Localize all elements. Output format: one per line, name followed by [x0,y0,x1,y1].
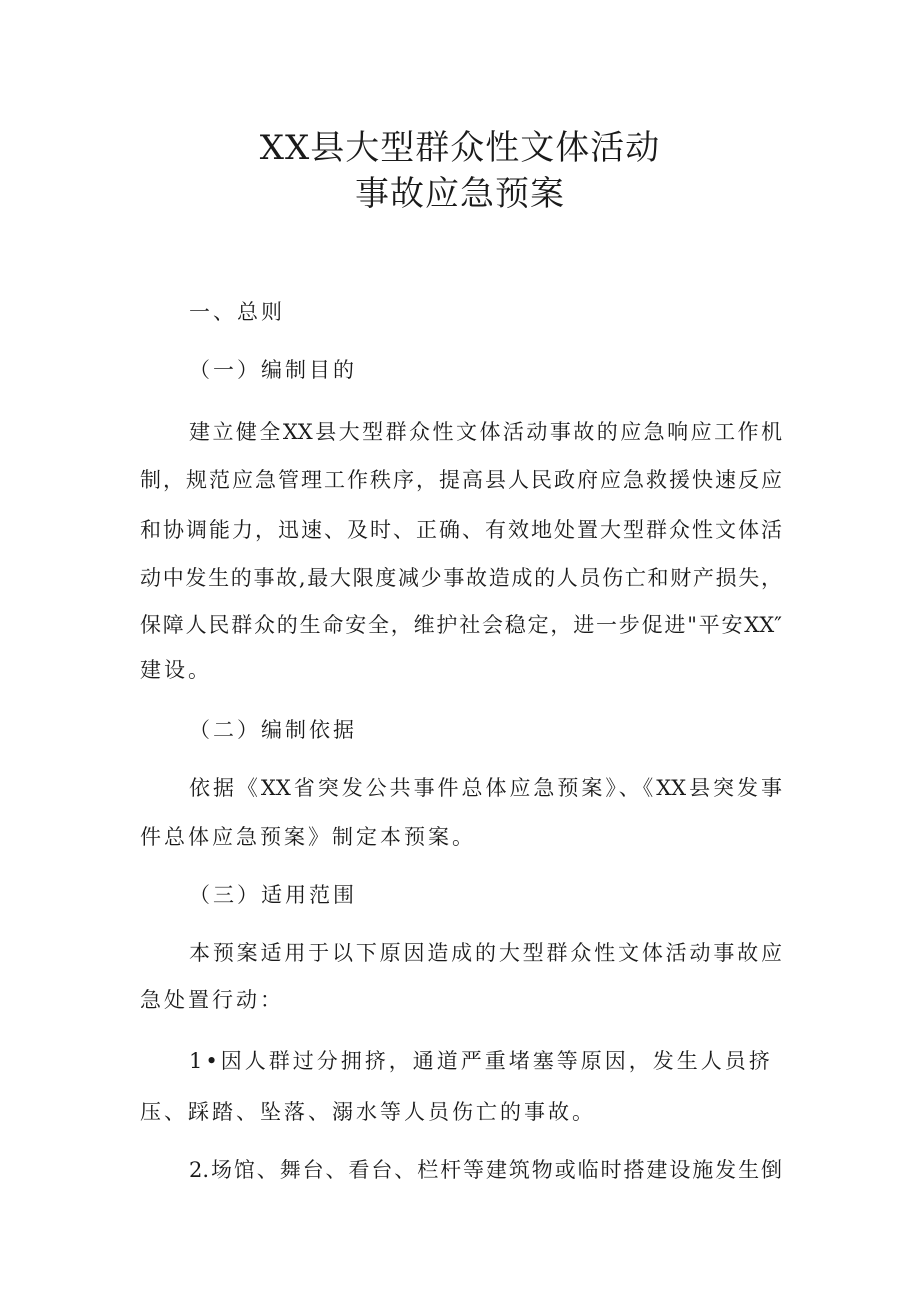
list-item: 2.场馆、舞台、看台、栏杆等建筑物或临时搭建设施发生倒 [189,1158,782,1182]
subsection-heading-scope: （三）适用范围 [189,883,357,907]
paragraph-line: 和协调能力，迅速、及时、正确、有效地处置大型群众性文体活 [140,518,782,542]
paragraph-line: 急处置行动： [140,988,284,1012]
document-title [0,126,920,216]
section-heading-general: 一、总则 [189,300,285,324]
paragraph-line: 依据《XX省突发公共事件总体应急预案》、《XX县突发事 [189,776,782,800]
title-line-1: XX县大型群众性文体活动 [259,128,661,168]
paragraph-line: 建立健全XX县大型群众性文体活动事故的应急响应工作机 [189,420,782,444]
paragraph-line: 制，规范应急管理工作秩序，提高县人民政府应急救援快速反应 [140,468,782,492]
list-item: 压、踩踏、坠落、溺水等人员伤亡的事故。 [140,1100,596,1124]
subsection-heading-purpose: （一）编制目的 [189,358,357,382]
paragraph-line: 件总体应急预案》制定本预案。 [140,825,476,849]
paragraph-line: 建设。 [140,658,212,682]
paragraph-line: 动中发生的事故,最大限度减少事故造成的人员伤亡和财产损失， [140,566,782,590]
list-item: 1•因人群过分拥挤，通道严重堵塞等原因，发生人员挤 [189,1049,773,1073]
paragraph-line: 本预案适用于以下原因造成的大型群众性文体活动事故应 [189,941,782,965]
subsection-heading-basis: （二）编制依据 [189,718,357,742]
title-line-2: 事故应急预案 [355,174,565,214]
paragraph-line: 保障人民群众的生命安全，维护社会稳定，进一步促进"平安XX″ [140,613,782,637]
